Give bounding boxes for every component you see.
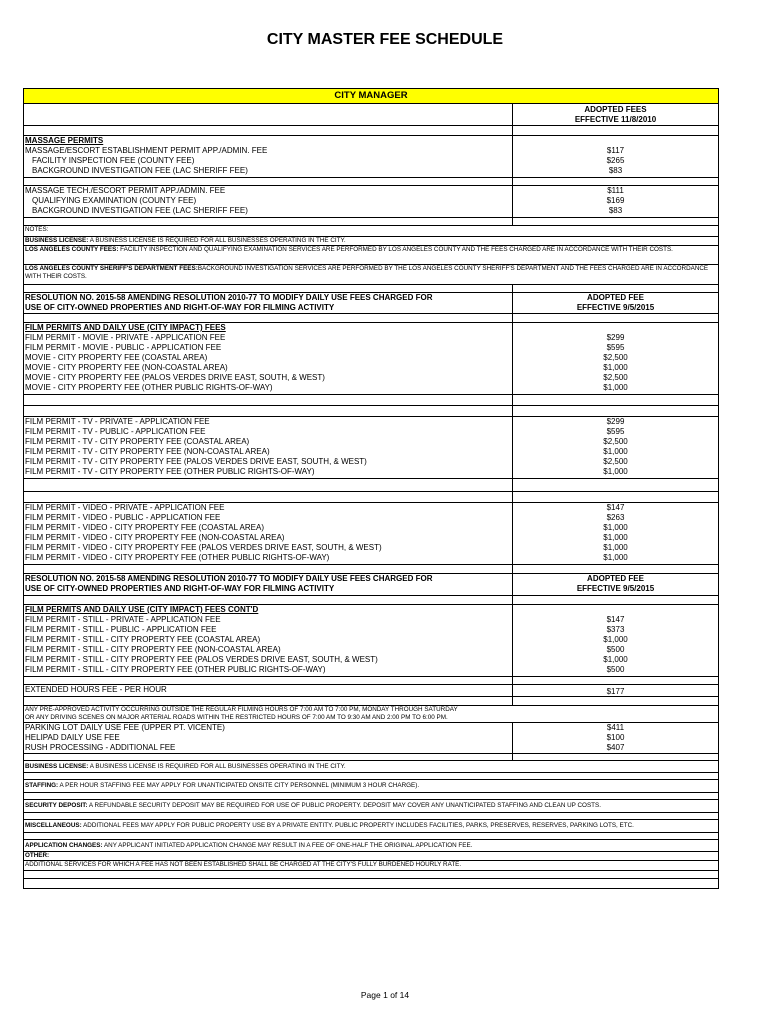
note2-other-label: OTHER: (25, 852, 50, 859)
note2-security-deposit: SECURITY DEPOSIT: A REFUNDABLE SECURITY DEPOSIT MAY BE REQUIRED FOR USE OF PUBLIC PROPERTY. DEPOSIT MAY COVER ANY UNANTICIPATED STAFFING AND CLEAN UP COSTS. (25, 802, 601, 809)
film-tv-block: FILM PERMIT - TV - PRIVATE - APPLICATION FEE FILM PERMIT - TV - PUBLIC - APPLICATION FEE FILM PERMIT - TV - CITY PROPERTY FEE (COASTAL AREA) FILM PERMIT - TV - CITY PROPERTY FEE (NON-COASTAL AREA) FILM PERMIT - TV - CITY PROPERTY FEE (PALOS VERDES DRIVE EAST, SOUTH, & WEST) FILM PERMIT - TV - CITY PROPERTY FEE (OTHER PUBLIC RIGHTS-OF-WAY) (24, 417, 513, 478)
extended-hours-fee: $177 (606, 687, 625, 696)
massage-tech-block: MASSAGE TECH./ESCORT PERMIT APP./ADMIN. FEE QUALIFYING EXAMINATION (COUNTY FEE) BACKGROUND INVESTIGATION FEE (LAC SHERIFF FEE) (24, 186, 513, 217)
note2-application-changes: APPLICATION CHANGES: ANY APPLICANT INITIATED APPLICATION CHANGE MAY RESULT IN A FEE OF ONE-HALF THE ORIGINAL APPLICATION FEE. (25, 842, 473, 849)
note-county-fees: LOS ANGELES COUNTY FEES: FACILITY INSPECTION AND QUALIFYING EXAMINATION SERVICES ARE PERFORMED BY LOS ANGELES COUNTY AND THE FEES CHARGED ARE IN ACCORDANCE WITH THEIR COSTS. (25, 246, 673, 253)
note2-staffing: STAFFING: A PER HOUR STAFFING FEE MAY APPLY FOR UNANTICIPATED ONSITE CITY PERSONNEL (MINIMUM 3 HOUR CHARGE). (25, 782, 420, 789)
document-title: CITY MASTER FEE SCHEDULE (266, 31, 504, 48)
department-header: CITY MANAGER (24, 89, 718, 103)
extended-hours-label: EXTENDED HOURS FEE - PER HOUR (24, 685, 513, 696)
note2-business-license: BUSINESS LICENSE: A BUSINESS LICENSE IS REQUIRED FOR ALL BUSINESSES OPERATING IN THE CITY. (25, 763, 346, 770)
misc-fees-block: PARKING LOT DAILY USE FEE (UPPER PT. VICENTE) HELIPAD DAILY USE FEE RUSH PROCESSING - ADDITIONAL FEE (24, 723, 513, 753)
note2-miscellaneous: MISCELLANEOUS: ADDITIONAL FEES MAY APPLY FOR PUBLIC PROPERTY USE BY A PRIVATE ENTITY. PUBLIC PROPERTY INCLUDES FACILITIES, PARKS, PRESERVES, RESERVES, PARKING LOTS, ETC. (25, 822, 634, 829)
fee-table: CITY MANAGER ADOPTED FEES EFFECTIVE 11/8/2010 MASSAGE PERMITS MASSAGE/ESCORT ESTABLISHMENT PERMIT APP./ADMIN. FEE FACILITY INSPECTION FEE (COUNTY FEE) BACKGROUND INVESTIGATION FEE (LAC SHERIFF FEE) $117 $265 $83 MASSAGE TECH./ESCORT PERMIT APP./ADMIN. FEE QUALIFYING EXAMINATION (COUNTY FEE) BACKGROUND INVESTIGATION FEE (LAC SHERIFF FEE) $111 $169 $83 NOTES: BUSINESS LICENSE: A BUSINESS LICENSE IS REQUIRED FOR ALL BUSINESSES OPERATING IN THE CITY. LOS ANGELES COUNTY FEES: FACILITY INSPECTION AND QUALIFYING EXAMINATION SERVICES ARE PERFORMED BY LOS ANGELES COUNTY AND THE FEES CHARGED ARE IN ACCORDANCE WITH THEIR COSTS. LOS ANGELES COUNTY SHERIFF'S DEPARTMENT FEES:BACKGROUND INVESTIGATION SERVICES ARE PERFORMED BY THE LOS ANGELES COUNTY SHERIFF'S DEPARTMENT AND THE FEES CHARGED ARE IN ACCORDANCE WITH THEIR COSTS. RESOLUTION NO. 2015-58 AMENDING RESOLUTION 2010-77 TO MODIFY DAILY USE FEES CHARGED FOR USE OF CITY-OWNED PROPERTIES AND RIGHT-OF-WAY FOR FILMING ACTIVITY ADOPTED FEE EFFECTIVE 9/5/2015 FILM PERMITS AND DAILY USE (CITY IMPACT) FEES FILM PERMIT - MOVIE - PRIVATE - APPLICATION FEE FILM PERMIT - MOVIE - PUBLIC - APPLICATION FEE MOVIE - CITY PROPERTY FEE (COASTAL AREA) MOVIE - CITY PROPERTY FEE (NON-COASTAL AREA) MOVIE - CITY PROPERTY FEE (PALOS VERDES DRIVE EAST, SOUTH, & WEST) MOVIE - CITY PROPERTY FEE (OTHER PUBLIC RIGHTS-OF-WAY) $299 $595 $2,500 $1,000 $2,500 $1,000 FILM PERMIT - TV - PRIVATE - APPLICATION FEE FILM PERMIT - TV - PUBLIC - APPLICATION FEE FILM PERMIT - TV - CITY PROPERTY FEE (COASTAL AREA) FILM PERMIT - TV - CITY PROPERTY FEE (NON-COASTAL AREA) FILM PERMIT - TV - CITY PROPERTY FEE (PALOS VERDES DRIVE EAST, SOUTH, & WEST) FILM PERMIT - TV - CITY PROPERTY FEE (OTHER PUBLIC RIGHTS-OF-WAY) $299 $595 $2,500 $1,000 $2,500 $1,000 FILM PERMIT - VIDEO - PRIVATE - APPLICATION FEE FILM PERMIT - VIDEO - PUBLIC - APPLICATION FEE FILM PERMIT - VIDEO - CITY PROPERTY FEE (COASTAL AREA) FILM PERMIT - VIDEO - CITY PROPERTY FEE (NON-COASTAL AREA) FILM PERMIT - VIDEO - CITY PROPERTY FEE (PALOS VERDES DRIVE EAST, SOUTH, & WEST) FILM PERMIT - VIDEO - CITY PROPERTY FEE (OTHER PUBLIC RIGHTS-OF-WAY) $147 $263 $1,000 $1,000 $1,000 $1,000 RESOLUTION NO. 2015-58 AMENDING RESOLUTION 2010-77 TO MODIFY DAILY USE FEES CHARGED FOR USE OF CITY-OWNED PROPERTIES AND RIGHT-OF-WAY FOR FILMING ACTIVITY ADOPTED FEE EFFECTIVE 9/5/2015 FILM PERMITS AND DAILY USE (CITY IMPACT) FEES CONT'D FILM PERMIT - STILL - PRIVATE - APPLICATION FEE FILM PERMIT - STILL - PUBLIC - APPLICATION FEE FILM PERMIT - STILL - CITY PROPERTY FEE (COASTAL AREA) FILM PERMIT - STILL - CITY PROPERTY FEE (NON-COASTAL AREA) FILM PERMIT - STILL - CITY PROPERTY FEE (PALOS VERDES DRIVE EAST, SOUTH, & WEST) FILM PERMIT - STILL - CITY PROPERTY FEE (OTHER PUBLIC RIGHTS-OF-WAY) $147 $373 $1,000 $500 $1,000 $500 EXTENDED HOURS FEE - PER HOUR $177 ANY PRE-APPROVED ACTIVITY OCCURRING OUTSIDE THE REGULAR FILMING HOURS OF 7:00 AM TO 7:00 PM, MONDAY THROUGH SATURDAY OR ANY DRIVING SCENES ON MAJOR ARTERIAL ROADS WITHIN THE RESTRICTED HOURS OF 7:00 AM TO 9:30 AM AND 2:00 PM TO 6:00 PM. PARKING LOT DAILY USE FEE (UPPER PT. VICENTE) HELIPAD DAILY USE FEE RUSH PROCESSING - ADDITIONAL FEE $411 $100 $407 BUSINESS LICENSE: A BUSINESS LICENSE IS REQUIRED FOR ALL BUSINESSES OPERATING IN THE CITY. STAFFING: A PER HOUR STAFFING FEE MAY APPLY FOR UNANTICIPATED ONSITE CITY PERSONNEL (MINIMUM 3 HOUR CHARGE). SECURITY DEPOSIT: A REFUNDABLE SECURITY DEPOSIT MAY BE REQUIRED FOR USE OF PUBLIC PROPERTY. DEPOSIT MAY COVER ANY UNANTICIPATED STAFFING AND CLEAN UP COSTS. MISCELLANEOUS: ADDITIONAL FEES MAY APPLY FOR PUBLIC PROPERTY USE BY A PRIVATE ENTITY. PUBLIC PROPERTY INCLUDES FACILITIES, PARKS, PRESERVES, RESERVES, PARKING LOTS, ETC. APPLICATION CHANGES: ANY APPLICANT INITIATED APPLICATION CHANGE MAY RESULT IN A FEE OF ONE-HALF THE ORIGINAL APPLICATION FEE. OTHER: ADDITIONAL SERVICES FOR WHICH A FEE HAS NOT BEEN ESTABLISHED SHALL BE CHARGED AT THE CITY'S FULLY BURDENED HOURLY RATE. (23, 88, 719, 889)
pre-approved-note: ANY PRE-APPROVED ACTIVITY OCCURRING OUTSIDE THE REGULAR FILMING HOURS OF 7:00 AM TO 7:00 PM, MONDAY THROUGH SATURDAY OR ANY DRIVING SCENES ON MAJOR ARTERIAL ROADS WITHIN THE RESTRICTED HOURS OF 7:00 AM TO 9:30 AM AND 2:00 PM TO 6:00 PM. (25, 706, 458, 721)
note-sheriff-fees: LOS ANGELES COUNTY SHERIFF'S DEPARTMENT FEES:BACKGROUND INVESTIGATION SERVICES ARE PERFORMED BY THE LOS ANGELES COUNTY SHERIFF'S DEPARTMENT AND THE FEES CHARGED ARE IN ACCORDANCE WITH THEIR COSTS. (25, 265, 709, 280)
resolution-heading: RESOLUTION NO. 2015-58 AMENDING RESOLUTION 2010-77 TO MODIFY DAILY USE FEES CHARGED FOR USE OF CITY-OWNED PROPERTIES AND RIGHT-OF-WAY FOR FILMING ACTIVITY (24, 293, 513, 313)
notes-label: NOTES: (25, 226, 49, 233)
film-still-block: FILM PERMITS AND DAILY USE (CITY IMPACT) FEES CONT'D FILM PERMIT - STILL - PRIVATE - APPLICATION FEE FILM PERMIT - STILL - PUBLIC - APPLICATION FEE FILM PERMIT - STILL - CITY PROPERTY FEE (COASTAL AREA) FILM PERMIT - STILL - CITY PROPERTY FEE (NON-COASTAL AREA) FILM PERMIT - STILL - CITY PROPERTY FEE (PALOS VERDES DRIVE EAST, SOUTH, & WEST) FILM PERMIT - STILL - CITY PROPERTY FEE (OTHER PUBLIC RIGHTS-OF-WAY) (24, 605, 513, 676)
note-business-license: BUSINESS LICENSE: A BUSINESS LICENSE IS REQUIRED FOR ALL BUSINESSES OPERATING IN THE CITY. (25, 237, 346, 244)
page-number: Page 1 of 14 (360, 990, 410, 1000)
adopted-fees-header: ADOPTED FEES EFFECTIVE 11/8/2010 (574, 105, 657, 124)
film-movie-block: FILM PERMITS AND DAILY USE (CITY IMPACT) FEES FILM PERMIT - MOVIE - PRIVATE - APPLICATION FEE FILM PERMIT - MOVIE - PUBLIC - APPLICATION FEE MOVIE - CITY PROPERTY FEE (COASTAL AREA) MOVIE - CITY PROPERTY FEE (NON-COASTAL AREA) MOVIE - CITY PROPERTY FEE (PALOS VERDES DRIVE EAST, SOUTH, & WEST) MOVIE - CITY PROPERTY FEE (OTHER PUBLIC RIGHTS-OF-WAY) (24, 323, 513, 394)
resolution-heading-2: RESOLUTION NO. 2015-58 AMENDING RESOLUTION 2010-77 TO MODIFY DAILY USE FEES CHARGED FOR USE OF CITY-OWNED PROPERTIES AND RIGHT-OF-WAY FOR FILMING ACTIVITY (24, 574, 513, 595)
film-video-block: FILM PERMIT - VIDEO - PRIVATE - APPLICATION FEE FILM PERMIT - VIDEO - PUBLIC - APPLICATION FEE FILM PERMIT - VIDEO - CITY PROPERTY FEE (COASTAL AREA) FILM PERMIT - VIDEO - CITY PROPERTY FEE (NON-COASTAL AREA) FILM PERMIT - VIDEO - CITY PROPERTY FEE (PALOS VERDES DRIVE EAST, SOUTH, & WEST) FILM PERMIT - VIDEO - CITY PROPERTY FEE (OTHER PUBLIC RIGHTS-OF-WAY) (24, 503, 513, 564)
massage-block: MASSAGE PERMITS MASSAGE/ESCORT ESTABLISHMENT PERMIT APP./ADMIN. FEE FACILITY INSPECTION FEE (COUNTY FEE) BACKGROUND INVESTIGATION FEE (LAC SHERIFF FEE) (24, 136, 513, 177)
note2-other-text: ADDITIONAL SERVICES FOR WHICH A FEE HAS NOT BEEN ESTABLISHED SHALL BE CHARGED AT THE CITY'S FULLY BURDENED HOURLY RATE. (25, 861, 462, 868)
